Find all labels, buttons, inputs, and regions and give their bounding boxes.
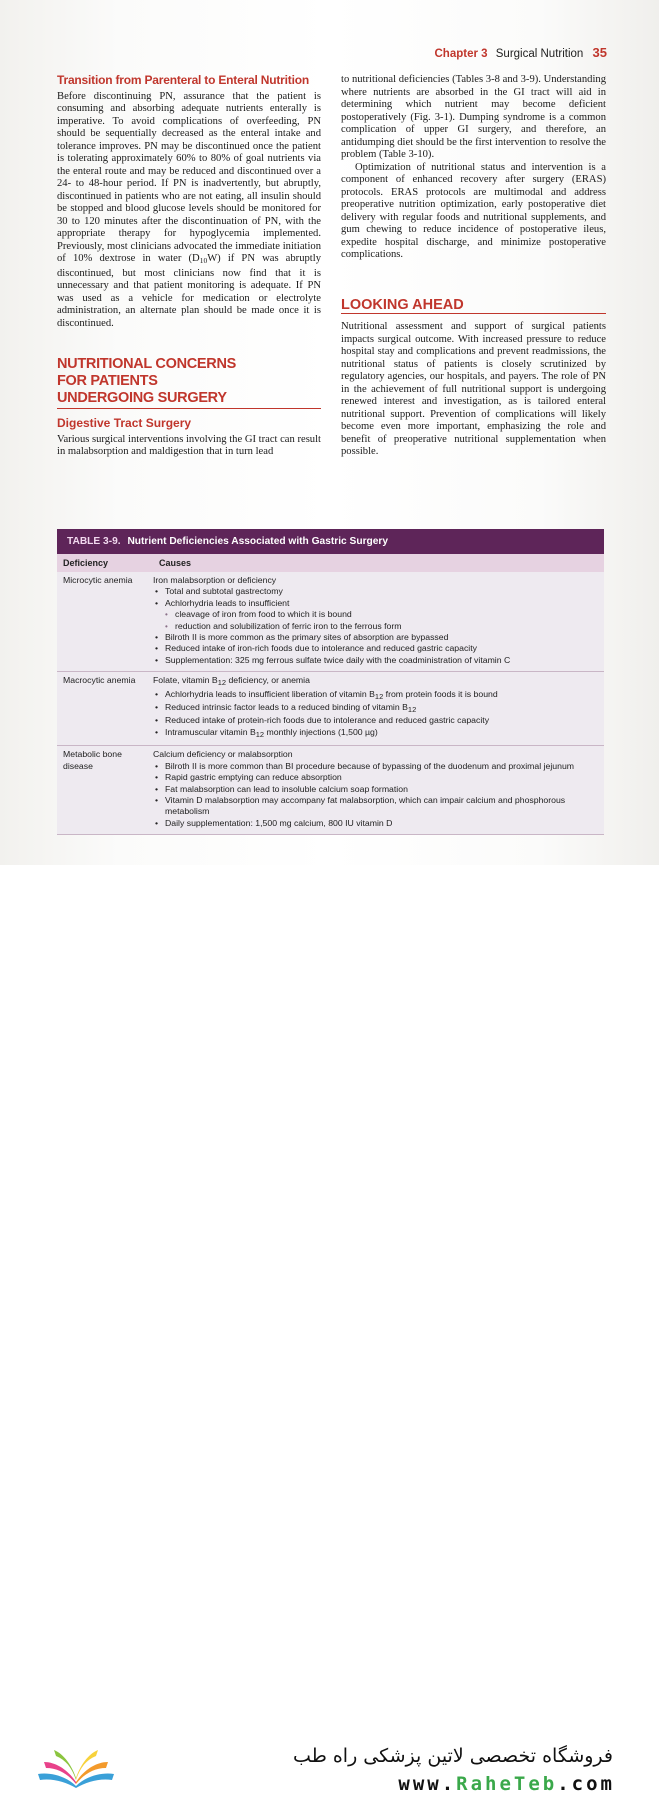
table-row	[57, 672, 604, 746]
list-item: • Total and subtotal gastrectomy	[153, 586, 598, 597]
subheading-digestive-tract: Digestive Tract Surgery	[57, 416, 192, 430]
causes-cell	[153, 675, 604, 740]
left-column	[57, 74, 321, 459]
list-item: • Achlorhydria leads to insufficient	[153, 598, 598, 609]
table-label: TABLE 3-9.	[67, 536, 121, 547]
url-brand: RaheTeb	[456, 1773, 558, 1795]
list-item: • Reduced intake of iron-rich foods due to intolerance and reduced gastric capacity	[153, 643, 598, 654]
cause-lead	[153, 675, 598, 688]
section-heading-transition: Transition from Parenteral to Enteral Nutrition	[57, 73, 309, 87]
subscript: 12	[217, 678, 227, 688]
cause-text: Achlorhydria leads to insufficient liberation of vitamin B	[165, 688, 375, 699]
cause-lead: Iron malabsorption or deficiency	[153, 575, 277, 585]
heading-line: NUTRITIONAL CONCERNS	[57, 356, 237, 372]
subscript: 12	[407, 705, 417, 715]
url-part: .com	[557, 1773, 615, 1795]
store-url[interactable]	[398, 1773, 615, 1795]
subscript: 10	[199, 256, 208, 265]
page-number: 35	[592, 45, 607, 60]
paragraph-deficiencies: to nutritional deficiencies (Tables 3-8 and 3-9). Understanding where nutrients are absorbed in the GI tract will aid in determining which nutrient may become deficient postoperatively (Fig. 3-1). Dumping syndrome is a common complication of upper GI surgery, and therefore, an antidumping diet should be the first intervention to resolve the problem (Table 3-10).	[341, 74, 606, 160]
paragraph-digestive: Various surgical interventions involving the GI tract can result in malabsorption and maldigestion that in turn lead	[57, 433, 321, 457]
list-item: • Bilroth II is more common than BI procedure because of bypassing of the duodenum and proximal jejunum	[153, 761, 598, 772]
cause-text: monthly injections (1,500 µg)	[264, 726, 378, 737]
cause-list	[153, 689, 598, 741]
store-footer	[0, 865, 659, 1795]
cause-text: Reduced intrinsic factor leads to a reduced binding of vitamin B	[165, 702, 408, 713]
column-header-deficiency: Deficiency	[63, 558, 109, 568]
list-item: • Reduced intake of protein-rich foods due to intolerance and reduced gastric capacity	[153, 715, 598, 726]
list-item: • Vitamin D malabsorption may accompany fat malabsorption, which can impair calcium and phosphorous metabolism	[153, 795, 598, 818]
chapter-label: Chapter 3	[434, 48, 488, 60]
list-item	[153, 727, 598, 740]
cause-list	[153, 586, 598, 666]
cause-lead: Calcium deficiency or malabsorption	[153, 749, 293, 760]
list-item: • Rapid gastric emptying can reduce absorption	[153, 772, 598, 783]
chapter-title: Surgical Nutrition	[495, 48, 584, 60]
section-heading-nutritional-concerns	[57, 356, 321, 409]
subscript: 12	[374, 691, 384, 701]
deficiency-cell: Macrocytic anemia	[63, 675, 136, 686]
deficiency-cell: Metabolic bone disease	[63, 749, 122, 771]
deficiency-cell: Microcytic anemia	[63, 575, 133, 585]
list-item	[153, 689, 598, 702]
right-column	[341, 74, 606, 459]
causes-cell	[153, 749, 604, 829]
paragraph-eras: Optimization of nutritional status and intervention is a component of enhanced recovery after surgery (ERAS) protocols. ERAS protocols are multimodal and address preoperative nutrition optimization, early postoperative diet delivery with regular foods and nutritional supplements, and gum chewing to reduce incidence of postoperative ileus, expedite hospital discharge, and minimize postoperative complications.	[341, 161, 606, 260]
section-heading-looking-ahead: LOOKING AHEAD	[341, 299, 606, 315]
paragraph-looking-ahead: Nutritional assessment and support of surgical patients impacts surgical outcome. With increased pressure to reduce hospital stay and complications and prevent readmissions, the nutritional status of patients is closely scrutinized by regulatory agencies, our hospitals, and payers. The role of PN in the achievement of full nutritional support is undergoing renewed interest and investigation, as is tailored enteral nutritional support. Prevention of complications will likely become even more important, emphasizing the role and benefit of preoperative nutritional supplementation when possible.	[341, 321, 606, 457]
cause-text: Intramuscular vitamin B	[165, 726, 256, 737]
table-row	[57, 746, 604, 835]
heading-line: FOR PATIENTS	[57, 373, 158, 389]
table-header-row	[57, 554, 604, 572]
cause-list	[153, 761, 598, 829]
table-row	[57, 572, 604, 672]
store-name: فروشگاه تخصصی لاتین پزشکی راه طب	[293, 1745, 613, 1767]
list-item: • Fat malabsorption can lead to insoluble calcium soap formation	[153, 784, 598, 795]
paragraph-transition	[57, 91, 321, 331]
table-title-text: Nutrient Deficiencies Associated with Gastric Surgery	[127, 536, 389, 547]
list-item: • Bilroth II is more common as the primary sites of absorption are bypassed	[153, 632, 598, 643]
table-title	[57, 529, 604, 554]
column-header-causes: Causes	[159, 558, 192, 568]
heading-line: UNDERGOING SURGERY	[57, 390, 321, 409]
cause-text: deficiency, or anemia	[226, 675, 310, 686]
running-head	[435, 45, 608, 60]
list-item	[153, 702, 598, 715]
table-3-9	[57, 529, 604, 835]
list-item: • Daily supplementation: 1,500 mg calcium, 800 IU vitamin D	[153, 818, 598, 829]
causes-cell	[153, 575, 604, 666]
cause-text: from protein foods it is bound	[383, 688, 498, 699]
list-item: • cleavage of iron from food to which it is bound	[153, 609, 598, 620]
subscript: 12	[255, 729, 265, 739]
list-item: • Supplementation: 325 mg ferrous sulfate twice daily with the coadministration of vitamin C	[153, 655, 598, 666]
cause-text: Folate, vitamin B	[153, 675, 218, 686]
paragraph-text: Before discontinuing PN, assurance that the patient is consuming and absorbing adequate nutrients enterally is imperative. To avoid complications of overfeeding, PN should be sequentially decreased as the enteral intake and tolerance improves. PN may be discontinued once the patient is tolerating approximately 60% to 80% of goal nutrients via the enteral route and may be reduced and discontinued over a 24- to 48-hour period. If PN is inadvertently, but abruptly, discontinued in patients who are not eating, all insulin should be stopped and blood glucose levels should be monitored for 30 to 120 minutes after the discontinuation of PN, with the appropriate therapy for hypoglycemia implemented. Previously, most clinicians advocated the immediate initiation of 10% dextrose in water (D	[57, 90, 321, 264]
textbook-page	[0, 0, 659, 865]
url-part: www.	[398, 1773, 457, 1795]
paragraph-text: W) if PN was abruptly discontinued, but most clinicians now find that it is unnecessary and that patient monitoring is adequate. If PN was used as a vehicle for medication or electrolyte administration, an alternate plan should be made once it is discontinued.	[57, 253, 321, 329]
book-logo-icon	[36, 1746, 116, 1790]
list-item: • reduction and solubilization of ferric iron to the ferrous form	[153, 621, 598, 632]
